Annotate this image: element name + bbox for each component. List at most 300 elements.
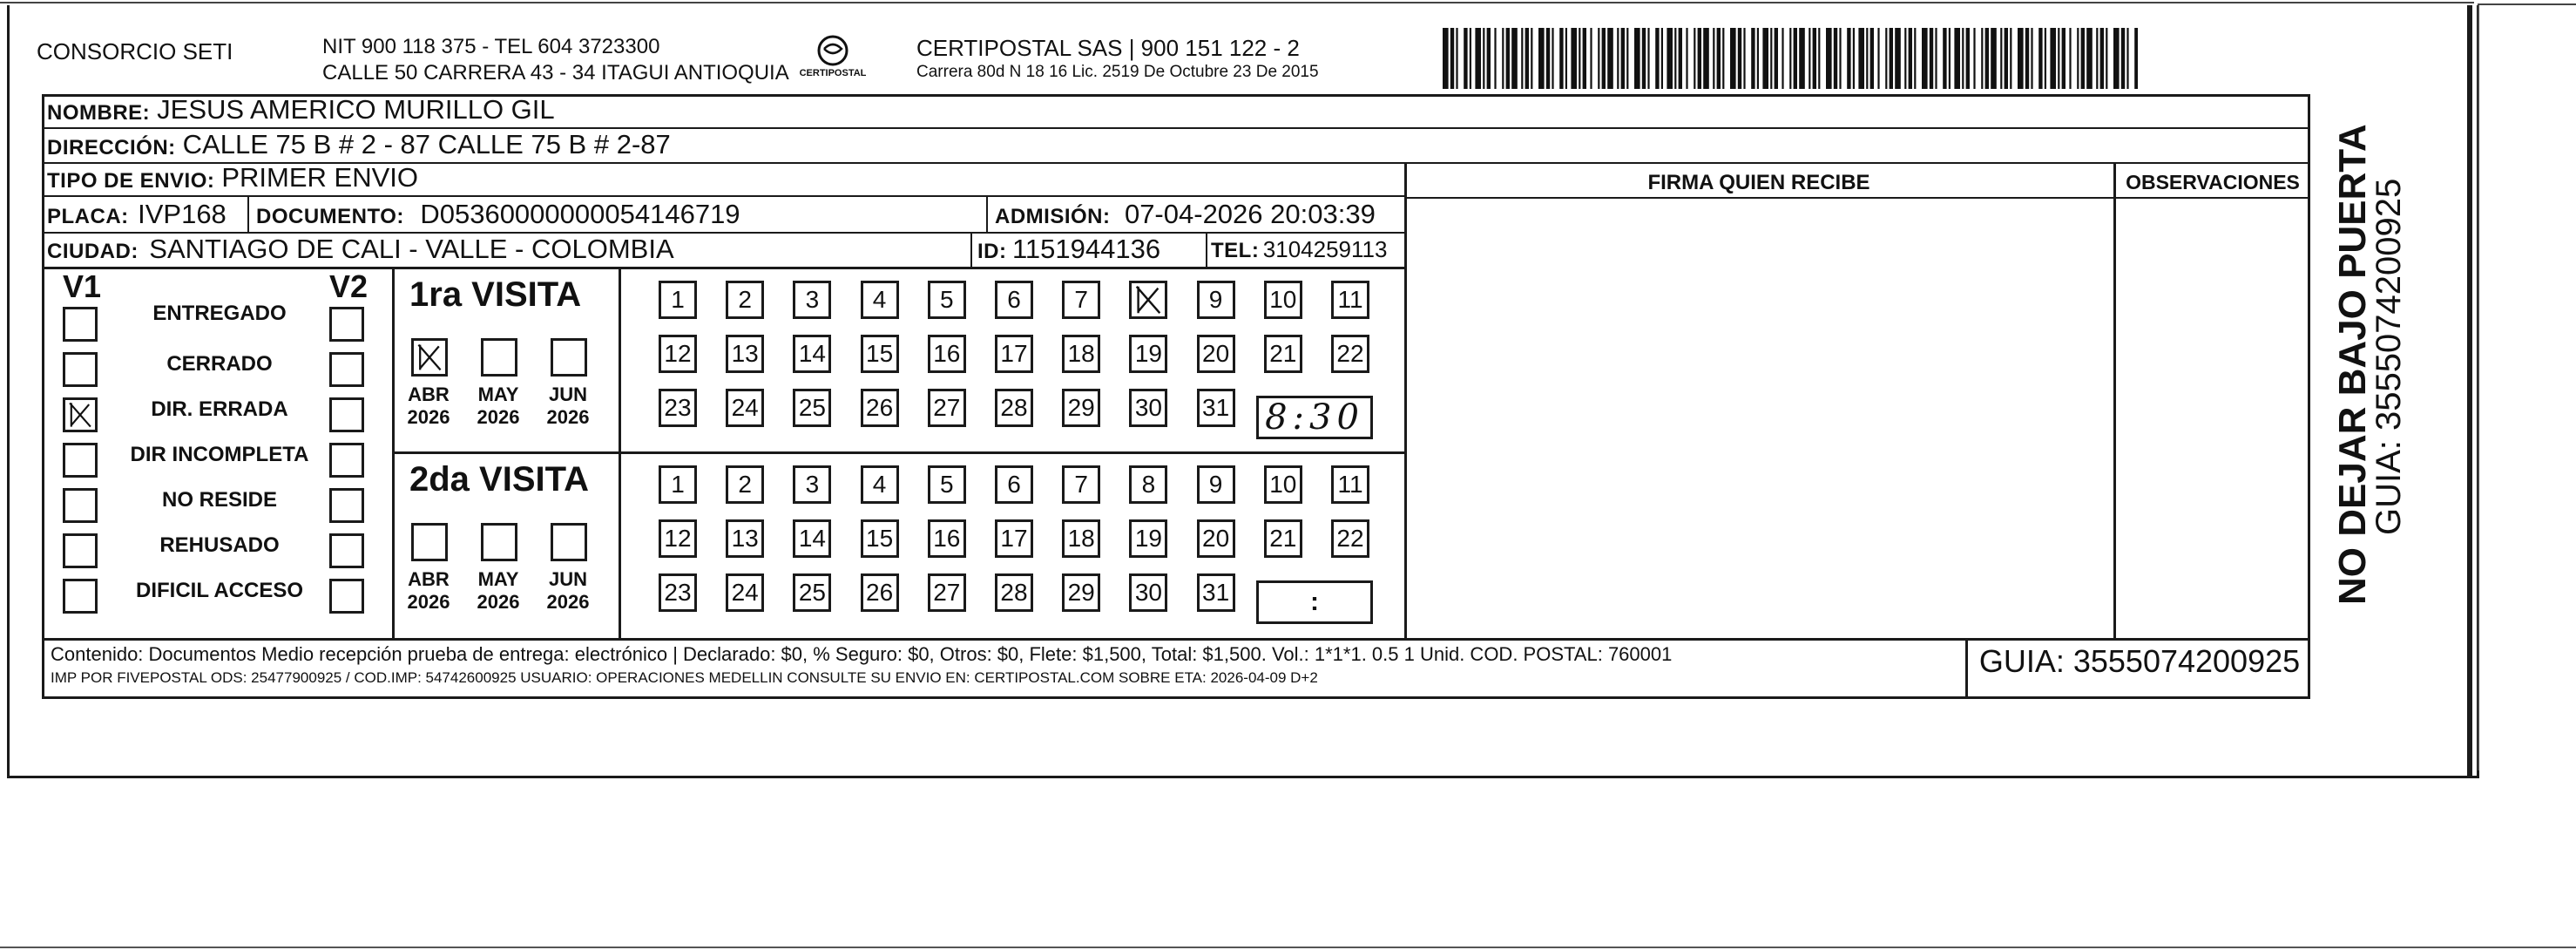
day-number: 21 bbox=[1269, 525, 1297, 552]
day-number: 5 bbox=[940, 286, 954, 313]
barcode-bar bbox=[1579, 28, 1580, 89]
barcode-bar bbox=[1770, 28, 1772, 89]
barcode-bar bbox=[1930, 28, 1933, 89]
tel-label: TEL: bbox=[1211, 239, 1260, 262]
admision-value: 07-04-2026 20:03:39 bbox=[1124, 199, 1376, 229]
placa-row bbox=[42, 197, 1406, 234]
day-checkbox[interactable] bbox=[928, 335, 966, 373]
day-checkbox[interactable] bbox=[861, 335, 899, 373]
barcode-bar bbox=[1853, 28, 1855, 89]
day-checkbox[interactable] bbox=[1062, 573, 1100, 612]
day-checkbox[interactable] bbox=[659, 335, 697, 373]
day-number: 15 bbox=[866, 525, 894, 552]
day-checkbox[interactable] bbox=[1129, 281, 1167, 319]
barcode bbox=[1443, 28, 2138, 89]
barcode-bar bbox=[1626, 28, 1628, 89]
documento-label: DOCUMENTO: bbox=[256, 205, 404, 228]
day-checkbox[interactable] bbox=[793, 573, 831, 612]
barcode-bar bbox=[2086, 28, 2093, 89]
barcode-bar bbox=[2045, 28, 2046, 89]
barcode-bar bbox=[1655, 28, 1659, 89]
status-reason-label: DIFICIL ACCESO bbox=[135, 579, 303, 602]
barcode-bar bbox=[1494, 28, 1496, 89]
day-number: 25 bbox=[798, 394, 826, 421]
barcode-bar bbox=[1962, 28, 1964, 89]
barcode-bar bbox=[2106, 28, 2107, 89]
first-visit-time-box[interactable] bbox=[1256, 396, 1373, 439]
barcode-bar bbox=[1475, 28, 1481, 89]
admision-divider bbox=[986, 197, 988, 234]
barcode-bar bbox=[1667, 28, 1673, 89]
ciudad-row bbox=[42, 234, 1406, 268]
v1-checkbox[interactable] bbox=[63, 397, 98, 432]
footer-top-line bbox=[42, 638, 2310, 641]
day-checkbox[interactable] bbox=[1197, 281, 1235, 319]
day-number: 25 bbox=[798, 579, 826, 606]
day-number: 24 bbox=[731, 394, 759, 421]
tipo-label: TIPO DE ENVIO: bbox=[47, 169, 215, 193]
barcode-bar bbox=[1571, 28, 1577, 89]
barcode-bar bbox=[1935, 28, 1937, 89]
barcode-bar bbox=[1450, 28, 1454, 89]
barcode-bar bbox=[2000, 28, 2002, 89]
barcode-bar bbox=[2126, 28, 2128, 89]
ciudad-label: CIUDAD: bbox=[47, 240, 139, 263]
barcode-bar bbox=[2081, 28, 2085, 89]
card-top-rule bbox=[0, 2, 2474, 3]
day-checkbox[interactable] bbox=[861, 519, 899, 558]
barcode-bar bbox=[1502, 28, 1504, 89]
barcode-bar bbox=[1973, 28, 1975, 89]
direccion-value: CALLE 75 B # 2 - 87 CALLE 75 B # 2-87 bbox=[182, 129, 671, 159]
day-number: 23 bbox=[664, 579, 692, 606]
nit-line: NIT 900 118 375 - TEL 604 3723300 bbox=[322, 35, 660, 58]
barcode-bar bbox=[2005, 28, 2008, 89]
day-checkbox[interactable] bbox=[726, 573, 764, 612]
placa-divider bbox=[247, 197, 249, 234]
barcode-bar bbox=[2100, 28, 2104, 89]
id-label: ID: bbox=[977, 240, 1007, 263]
day-checkbox[interactable] bbox=[726, 465, 764, 504]
day-number: 26 bbox=[866, 579, 894, 606]
day-number: 28 bbox=[1000, 579, 1028, 606]
documento-value: D05360000000054146719 bbox=[420, 199, 740, 229]
barcode-bar bbox=[1525, 28, 1529, 89]
bottom-scan-line bbox=[0, 947, 2576, 948]
barcode-bar bbox=[1470, 28, 1471, 89]
barcode-bar bbox=[1647, 28, 1649, 89]
barcode-bar bbox=[1985, 28, 1989, 89]
day-checkbox[interactable] bbox=[928, 281, 966, 319]
day-number: 22 bbox=[1336, 525, 1364, 552]
barcode-bar bbox=[1521, 28, 1523, 89]
day-number: 18 bbox=[1067, 525, 1095, 552]
barcode-bar bbox=[2050, 28, 2056, 89]
day-number: 22 bbox=[1336, 340, 1364, 367]
barcode-bar bbox=[2096, 28, 2098, 89]
day-checkbox[interactable] bbox=[1197, 335, 1235, 373]
barcode-bar bbox=[1583, 28, 1586, 89]
day-checkbox[interactable] bbox=[1129, 389, 1167, 427]
day-checkbox[interactable] bbox=[793, 465, 831, 504]
day-checkbox[interactable] bbox=[793, 519, 831, 558]
day-number: 3 bbox=[805, 286, 820, 313]
day-checkbox[interactable] bbox=[1062, 465, 1100, 504]
day-checkbox[interactable] bbox=[1264, 335, 1302, 373]
day-checkbox[interactable] bbox=[995, 573, 1033, 612]
day-checkbox[interactable] bbox=[928, 519, 966, 558]
carrier-address: Carrera 80d N 18 16 Lic. 2519 De Octubre 23 De 2015 bbox=[916, 63, 1319, 81]
day-checkbox[interactable] bbox=[793, 389, 831, 427]
v2-checkbox[interactable] bbox=[329, 533, 364, 568]
barcode-bar bbox=[1738, 28, 1741, 89]
handwritten-x-mark bbox=[1132, 283, 1165, 316]
v2-checkbox[interactable] bbox=[329, 579, 364, 614]
day-number: 10 bbox=[1269, 471, 1297, 498]
barcode-bar bbox=[2077, 28, 2079, 89]
day-number: 2 bbox=[738, 286, 752, 313]
ciudad-value: SANTIAGO DE CALI - VALLE - COLOMBIA bbox=[149, 234, 674, 264]
day-number: 17 bbox=[1000, 340, 1028, 367]
observaciones-label: OBSERVACIONES bbox=[2126, 171, 2300, 193]
day-checkbox[interactable] bbox=[1197, 519, 1235, 558]
day-number: 31 bbox=[1202, 394, 1230, 421]
handwritten-x-mark bbox=[65, 400, 95, 430]
day-number: 14 bbox=[798, 340, 826, 367]
day-checkbox[interactable] bbox=[1062, 389, 1100, 427]
day-number: 29 bbox=[1067, 394, 1095, 421]
month-label: ABR 2026 bbox=[407, 568, 450, 613]
v2-checkbox[interactable] bbox=[329, 443, 364, 478]
placa-label: PLACA: bbox=[47, 205, 129, 228]
day-checkbox[interactable] bbox=[1062, 519, 1100, 558]
month-checkbox[interactable] bbox=[411, 523, 448, 561]
barcode-bar bbox=[1590, 28, 1592, 89]
day-checkbox[interactable] bbox=[928, 465, 966, 504]
month-checkbox[interactable] bbox=[481, 338, 517, 377]
day-number: 8 bbox=[1141, 471, 1156, 498]
footer-line-1: Contenido: Documentos Medio recepción prueba de entrega: electrónico | Declarado: $0, % Seguro: $0, Otros: $0, Flete: $1,500, Total: $1,500. Vol.: 1*1*1. 0.5 1 Unid. COD. POSTAL: 760001 bbox=[51, 643, 1673, 665]
barcode-bar bbox=[1834, 28, 1837, 89]
day-number: 6 bbox=[1007, 286, 1021, 313]
footer-guia: GUIA: 3555074200925 bbox=[1978, 643, 2301, 679]
barcode-bar bbox=[1531, 28, 1532, 89]
status-reason-label: ENTREGADO bbox=[152, 302, 287, 325]
day-number: 24 bbox=[731, 579, 759, 606]
day-checkbox[interactable] bbox=[928, 573, 966, 612]
nombre-label: NOMBRE: bbox=[47, 101, 151, 125]
no-dejar-bajo-puerta: NO DEJAR BAJO PUERTA bbox=[2331, 124, 2374, 605]
day-checkbox[interactable] bbox=[1129, 519, 1167, 558]
v2-checkbox[interactable] bbox=[329, 307, 364, 342]
footer-line-2: IMP POR FIVEPOSTAL ODS: 25477900925 / COD.IMP: 54742600925 USUARIO: OPERACIONES MEDELLIN CONSULTE SU ENVIO EN: CERTIPOSTAL.COM SOBRE ETA: 2026-04-09 D+2 bbox=[51, 669, 1318, 686]
day-checkbox[interactable] bbox=[1331, 335, 1369, 373]
day-checkbox[interactable] bbox=[995, 519, 1033, 558]
barcode-bar bbox=[1966, 28, 1970, 89]
barcode-bar bbox=[2069, 28, 2071, 89]
barcode-bar bbox=[1922, 28, 1928, 89]
barcode-bar bbox=[1826, 28, 1832, 89]
card-right-edge bbox=[2467, 5, 2472, 776]
barcode-bar bbox=[1686, 28, 1687, 89]
barcode-bar bbox=[1546, 28, 1550, 89]
day-number: 12 bbox=[664, 525, 692, 552]
month-checkbox[interactable] bbox=[551, 523, 587, 561]
v2-checkbox[interactable] bbox=[329, 352, 364, 387]
day-checkbox[interactable] bbox=[1264, 281, 1302, 319]
day-checkbox[interactable] bbox=[1129, 573, 1167, 612]
day-number: 13 bbox=[731, 340, 759, 367]
status-reason-label: CERRADO bbox=[166, 352, 273, 376]
firma-area[interactable] bbox=[1408, 200, 2112, 638]
day-checkbox[interactable] bbox=[1197, 389, 1235, 427]
tel-value: 3104259113 bbox=[1262, 236, 1388, 262]
day-checkbox[interactable] bbox=[1331, 465, 1369, 504]
day-number: 3 bbox=[805, 471, 820, 498]
month-checkbox[interactable] bbox=[411, 338, 448, 377]
day-checkbox[interactable] bbox=[1264, 519, 1302, 558]
barcode-bar bbox=[1713, 28, 1714, 89]
month-checkbox[interactable] bbox=[481, 523, 517, 561]
barcode-bar bbox=[1598, 28, 1599, 89]
tipo-value: PRIMER ENVIO bbox=[221, 162, 419, 193]
observaciones-area[interactable] bbox=[2117, 200, 2309, 638]
barcode-bar bbox=[1954, 28, 1960, 89]
barcode-bar bbox=[1877, 28, 1879, 89]
day-number: 7 bbox=[1074, 471, 1088, 498]
visit-divider bbox=[392, 451, 1406, 454]
direccion-label: DIRECCIÓN: bbox=[47, 136, 176, 159]
v1-checkbox[interactable] bbox=[63, 307, 98, 342]
right-edge-line bbox=[2478, 3, 2479, 770]
day-number: 19 bbox=[1134, 340, 1162, 367]
day-number: 9 bbox=[1208, 286, 1223, 313]
barcode-bar bbox=[2018, 28, 2024, 89]
barcode-bar bbox=[2010, 28, 2011, 89]
day-number: 6 bbox=[1007, 471, 1021, 498]
second-visit-time: : bbox=[1310, 587, 1319, 616]
barcode-bar bbox=[1722, 28, 1724, 89]
right-edge-top bbox=[2478, 3, 2576, 5]
barcode-bar bbox=[1799, 28, 1805, 89]
day-number: 30 bbox=[1134, 579, 1162, 606]
v2-checkbox[interactable] bbox=[329, 397, 364, 432]
day-checkbox[interactable] bbox=[1129, 335, 1167, 373]
day-checkbox[interactable] bbox=[726, 281, 764, 319]
direccion-row bbox=[42, 129, 2310, 164]
lower-section-top bbox=[42, 267, 1406, 269]
day-checkbox[interactable] bbox=[995, 465, 1033, 504]
day-number: 4 bbox=[872, 471, 887, 498]
day-checkbox[interactable] bbox=[928, 389, 966, 427]
barcode-bar bbox=[2062, 28, 2066, 89]
day-number: 15 bbox=[866, 340, 894, 367]
side-guia: GUIA: 3555074200925 bbox=[2370, 178, 2408, 535]
barcode-bar bbox=[1703, 28, 1709, 89]
day-checkbox[interactable] bbox=[1062, 281, 1100, 319]
day-number: 26 bbox=[866, 394, 894, 421]
tipo-row bbox=[42, 164, 1406, 197]
barcode-bar bbox=[1847, 28, 1850, 89]
day-number: 30 bbox=[1134, 394, 1162, 421]
barcode-bar bbox=[1743, 28, 1745, 89]
nombre-value: JESUS AMERICO MURILLO GIL bbox=[157, 94, 555, 125]
barcode-bar bbox=[2121, 28, 2125, 89]
footer-guia-divider bbox=[1965, 638, 1968, 699]
barcode-bar bbox=[1487, 28, 1491, 89]
barcode-bar bbox=[2031, 28, 2032, 89]
day-checkbox[interactable] bbox=[659, 519, 697, 558]
day-number: 12 bbox=[664, 340, 692, 367]
day-checkbox[interactable] bbox=[995, 281, 1033, 319]
day-number: 1 bbox=[671, 286, 685, 313]
day-checkbox[interactable] bbox=[659, 573, 697, 612]
day-number: 23 bbox=[664, 394, 692, 421]
v1-checkbox[interactable] bbox=[63, 579, 98, 614]
barcode-bar bbox=[1559, 28, 1563, 89]
day-checkbox[interactable] bbox=[1197, 573, 1235, 612]
day-number: 16 bbox=[933, 340, 961, 367]
barcode-bar bbox=[1813, 28, 1816, 89]
logo-text: CERTIPOSTAL bbox=[799, 68, 867, 78]
barcode-bar bbox=[1661, 28, 1663, 89]
day-checkbox[interactable] bbox=[726, 335, 764, 373]
barcode-bar bbox=[1602, 28, 1606, 89]
barcode-bar bbox=[1870, 28, 1874, 89]
month-label: JUN 2026 bbox=[546, 568, 590, 613]
v1-checkbox[interactable] bbox=[63, 488, 98, 523]
barcode-bar bbox=[1443, 28, 1449, 89]
day-number: 29 bbox=[1067, 579, 1095, 606]
day-number: 1 bbox=[671, 471, 685, 498]
obs-column-left-border bbox=[2113, 164, 2116, 640]
day-number: 10 bbox=[1269, 286, 1297, 313]
barcode-bar bbox=[1538, 28, 1545, 89]
placa-value: IVP168 bbox=[138, 199, 226, 229]
company-name: CONSORCIO SETI bbox=[37, 38, 233, 64]
day-number: 9 bbox=[1208, 471, 1223, 498]
day-checkbox[interactable] bbox=[1331, 281, 1369, 319]
first-visit-title: 1ra VISITA bbox=[409, 275, 582, 314]
barcode-bar bbox=[1895, 28, 1901, 89]
day-number: 28 bbox=[1000, 394, 1028, 421]
day-checkbox[interactable] bbox=[659, 465, 697, 504]
status-reason-label: DIR. ERRADA bbox=[151, 397, 288, 421]
day-number: 13 bbox=[731, 525, 759, 552]
second-visit-time-box[interactable] bbox=[1256, 580, 1373, 624]
barcode-bar bbox=[1914, 28, 1916, 89]
status-reason-label: REHUSADO bbox=[159, 533, 280, 557]
v2-label: V2 bbox=[329, 268, 368, 304]
day-checkbox[interactable] bbox=[995, 389, 1033, 427]
day-checkbox[interactable] bbox=[861, 573, 899, 612]
day-checkbox[interactable] bbox=[1197, 465, 1235, 504]
day-checkbox[interactable] bbox=[793, 335, 831, 373]
month-label: ABR 2026 bbox=[407, 383, 450, 428]
certipostal-logo-icon bbox=[793, 33, 873, 87]
day-checkbox[interactable] bbox=[1129, 465, 1167, 504]
month-checkbox[interactable] bbox=[551, 338, 587, 377]
barcode-bar bbox=[1775, 28, 1778, 89]
barcode-bar bbox=[1621, 28, 1625, 89]
barcode-bar bbox=[1866, 28, 1868, 89]
barcode-bar bbox=[1552, 28, 1553, 89]
second-visit-title: 2da VISITA bbox=[409, 460, 589, 499]
day-number: 20 bbox=[1202, 340, 1230, 367]
barcode-bar bbox=[1762, 28, 1768, 89]
barcode-bar bbox=[1456, 28, 1457, 89]
admision-label: ADMISIÓN: bbox=[995, 205, 1111, 228]
barcode-bar bbox=[1818, 28, 1820, 89]
day-checkbox[interactable] bbox=[659, 389, 697, 427]
barcode-bar bbox=[1858, 28, 1864, 89]
barcode-bar bbox=[1751, 28, 1755, 89]
barcode-bar bbox=[1506, 28, 1510, 89]
day-checkbox[interactable] bbox=[793, 281, 831, 319]
day-checkbox[interactable] bbox=[726, 389, 764, 427]
v1-checkbox[interactable] bbox=[63, 352, 98, 387]
day-checkbox[interactable] bbox=[726, 519, 764, 558]
day-checkbox[interactable] bbox=[995, 335, 1033, 373]
barcode-bar bbox=[1782, 28, 1783, 89]
first-visit-time: 8:30 bbox=[1265, 397, 1364, 438]
v2-checkbox[interactable] bbox=[329, 488, 364, 523]
day-checkbox[interactable] bbox=[659, 281, 697, 319]
tel-divider bbox=[1206, 234, 1207, 268]
barcode-bar bbox=[1607, 28, 1613, 89]
barcode-bar bbox=[1949, 28, 1951, 89]
day-number: 2 bbox=[738, 471, 752, 498]
day-checkbox[interactable] bbox=[861, 281, 899, 319]
barcode-bar bbox=[1642, 28, 1646, 89]
barcode-bar bbox=[1674, 28, 1676, 89]
status-reason-label: NO RESIDE bbox=[161, 488, 278, 512]
firma-header-underline bbox=[1404, 197, 2310, 199]
barcode-bar bbox=[1885, 28, 1887, 89]
day-number: 31 bbox=[1202, 579, 1230, 606]
day-checkbox[interactable] bbox=[861, 389, 899, 427]
handwritten-x-mark bbox=[414, 341, 445, 374]
barcode-bar bbox=[1794, 28, 1797, 89]
day-checkbox[interactable] bbox=[1062, 335, 1100, 373]
barcode-bar bbox=[1981, 28, 1983, 89]
day-number: 20 bbox=[1202, 525, 1230, 552]
day-checkbox[interactable] bbox=[1264, 465, 1302, 504]
barcode-bar bbox=[1511, 28, 1518, 89]
day-checkbox[interactable] bbox=[861, 465, 899, 504]
v1-checkbox[interactable] bbox=[63, 533, 98, 568]
barcode-bar bbox=[2025, 28, 2029, 89]
barcode-bar bbox=[1991, 28, 1997, 89]
barcode-bar bbox=[1565, 28, 1567, 89]
barcode-bar bbox=[1809, 28, 1810, 89]
v1-checkbox[interactable] bbox=[63, 443, 98, 478]
barcode-bar bbox=[1909, 28, 1912, 89]
barcode-bar bbox=[1789, 28, 1791, 89]
barcode-bar bbox=[1717, 28, 1721, 89]
barcode-bar bbox=[2058, 28, 2059, 89]
month-label: MAY 2026 bbox=[477, 383, 520, 428]
day-number: 11 bbox=[1337, 286, 1363, 313]
barcode-bar bbox=[1694, 28, 1695, 89]
month-label: JUN 2026 bbox=[546, 383, 590, 428]
barcode-bar bbox=[1464, 28, 1467, 89]
company-address: CALLE 50 CARRERA 43 - 34 ITAGUI ANTIOQUIA bbox=[322, 61, 789, 85]
day-number: 27 bbox=[933, 579, 961, 606]
barcode-bar bbox=[1617, 28, 1619, 89]
day-number: 27 bbox=[933, 394, 961, 421]
day-checkbox[interactable] bbox=[1331, 519, 1369, 558]
